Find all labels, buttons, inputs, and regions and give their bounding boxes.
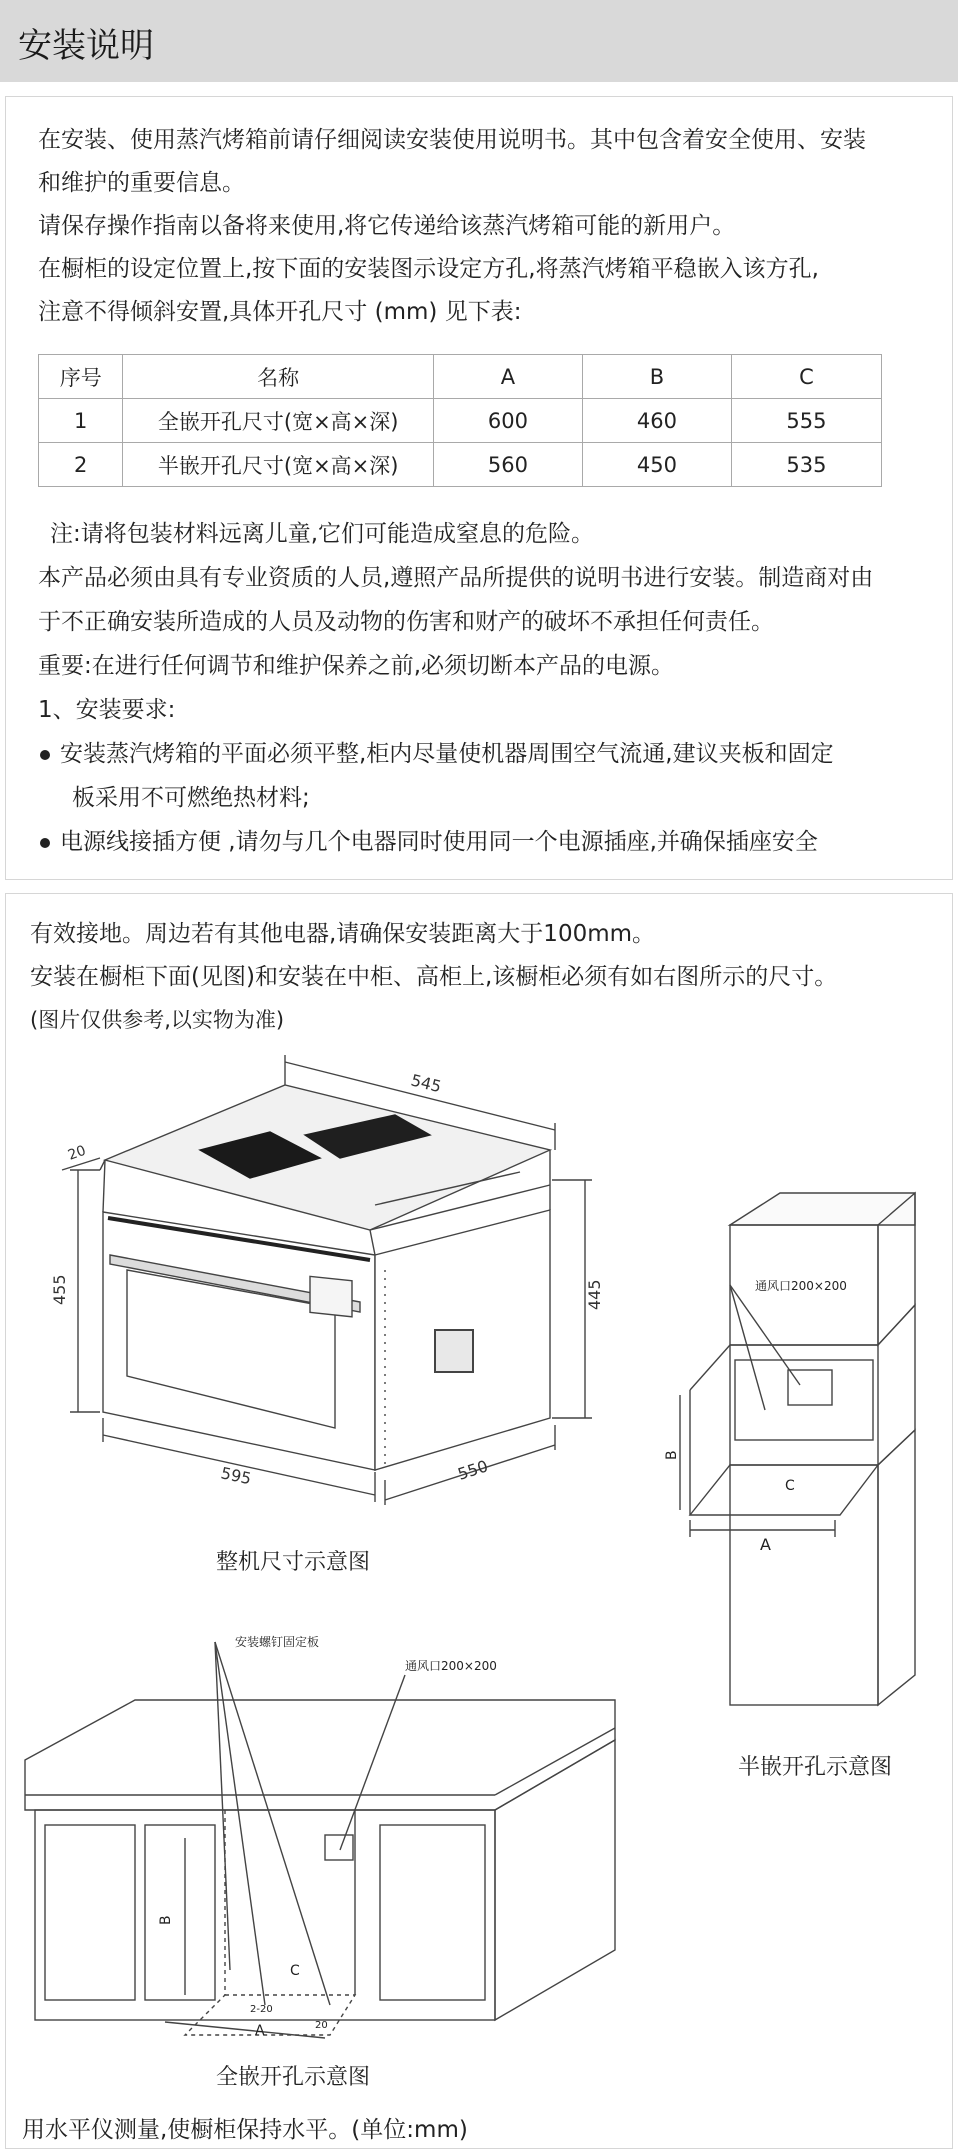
note-line: 本产品必须由具有专业资质的人员,遵照产品所提供的说明书进行安装。制造商对由	[38, 565, 874, 591]
table-cell: 555	[731, 399, 881, 443]
full-diagram-caption: 全嵌开孔示意图	[216, 2065, 371, 2090]
half-label-b: B	[664, 1450, 680, 1460]
panel2-line-3: (图片仅供参考,以实物为准)	[30, 1008, 285, 1032]
dim-width-label: 595	[219, 1463, 253, 1489]
half-diagram-caption: 半嵌开孔示意图	[738, 1755, 893, 1780]
bullet-icon	[40, 750, 50, 760]
dim-height-left-label: 455	[50, 1274, 69, 1305]
footer-note: 用水平仪测量,使橱柜保持水平。(单位:mm)	[22, 2117, 468, 2143]
requirement-text: 电源线接插方便 ,请勿与几个电器同时使用同一个电源插座,并确保插座安全	[60, 829, 818, 855]
full-gap2-label: 20	[315, 2020, 328, 2031]
dim-front-depth-label: 20	[65, 1142, 89, 1164]
note-line: 重要:在进行任何调节和维护保养之前,必须切断本产品的电源。	[38, 653, 675, 679]
table-header-cell: A	[433, 355, 582, 399]
panel2-line-1: 有效接地。周边若有其他电器,请确保安装距离大于100mm。	[30, 921, 656, 947]
bullet-icon	[40, 838, 50, 848]
panel2-line-2: 安装在橱柜下面(见图)和安装在中柜、高柜上,该橱柜必须有如右图所示的尺寸。	[30, 964, 838, 990]
table-row	[39, 399, 882, 443]
table-cell: 2	[39, 443, 123, 487]
full-plate-label: 安装螺钉固定板	[235, 1635, 320, 1649]
intro-line-5: 注意不得倾斜安置,具体开孔尺寸 (mm) 见下表:	[38, 299, 522, 325]
requirement-item-1	[40, 738, 834, 770]
table-header-cell: 序号	[39, 355, 123, 399]
header-bar	[0, 0, 958, 82]
table-cell: 460	[582, 399, 731, 443]
table-header-row	[39, 355, 882, 399]
half-embedded-diagram	[664, 1185, 930, 1725]
cutout-size-table	[38, 354, 882, 487]
dim-top-label: 545	[409, 1070, 444, 1097]
page-title: 安装说明	[18, 26, 154, 66]
table-row	[39, 443, 882, 487]
requirement-item-2	[40, 826, 818, 858]
oven-dimension-diagram	[40, 1040, 660, 1520]
half-vent-label: 通风口200×200	[755, 1279, 847, 1293]
full-gap1-label: 2-20	[250, 2004, 273, 2015]
table-header-cell: C	[731, 355, 881, 399]
oven-diagram-caption: 整机尺寸示意图	[216, 1550, 371, 1575]
table-cell: 600	[433, 399, 582, 443]
table-cell: 1	[39, 399, 123, 443]
full-label-a: A	[255, 2023, 265, 2039]
table-cell: 半嵌开孔尺寸(宽×高×深)	[123, 443, 433, 487]
intro-line-3: 请保存操作指南以备将来使用,将它传递给该蒸汽烤箱可能的新用户。	[38, 213, 736, 239]
table-cell: 535	[731, 443, 881, 487]
requirement-text: 安装蒸汽烤箱的平面必须平整,柜内尽量使机器周围空气流通,建议夹板和固定	[60, 741, 834, 767]
dim-height-right-label: 445	[585, 1279, 604, 1310]
dim-depth-label: 550	[455, 1456, 491, 1484]
table-cell: 450	[582, 443, 731, 487]
note-line: 注:请将包装材料远离儿童,它们可能造成窒息的危险。	[50, 521, 595, 547]
table-cell: 全嵌开孔尺寸(宽×高×深)	[123, 399, 433, 443]
full-embedded-diagram	[25, 1635, 625, 2040]
half-label-c: C	[785, 1478, 795, 1494]
section-heading: 1、安装要求:	[38, 697, 176, 723]
full-label-c: C	[290, 1963, 300, 1979]
note-line: 于不正确安装所造成的人员及动物的伤害和财产的破坏不承担任何责任。	[38, 609, 774, 635]
requirement-item-1-cont: 板采用不可燃绝热材料;	[72, 785, 310, 811]
intro-line-4: 在橱柜的设定位置上,按下面的安装图示设定方孔,将蒸汽烤箱平稳嵌入该方孔,	[38, 256, 819, 282]
full-label-b: B	[158, 1915, 174, 1925]
intro-line-2: 和维护的重要信息。	[38, 170, 245, 196]
table-header-cell: 名称	[123, 355, 433, 399]
half-label-a: A	[760, 1535, 771, 1554]
table-header-cell: B	[582, 355, 731, 399]
table-cell: 560	[433, 443, 582, 487]
full-vent-label: 通风口200×200	[405, 1659, 497, 1673]
intro-line-1: 在安装、使用蒸汽烤箱前请仔细阅读安装使用说明书。其中包含着安全使用、安装	[38, 127, 866, 153]
